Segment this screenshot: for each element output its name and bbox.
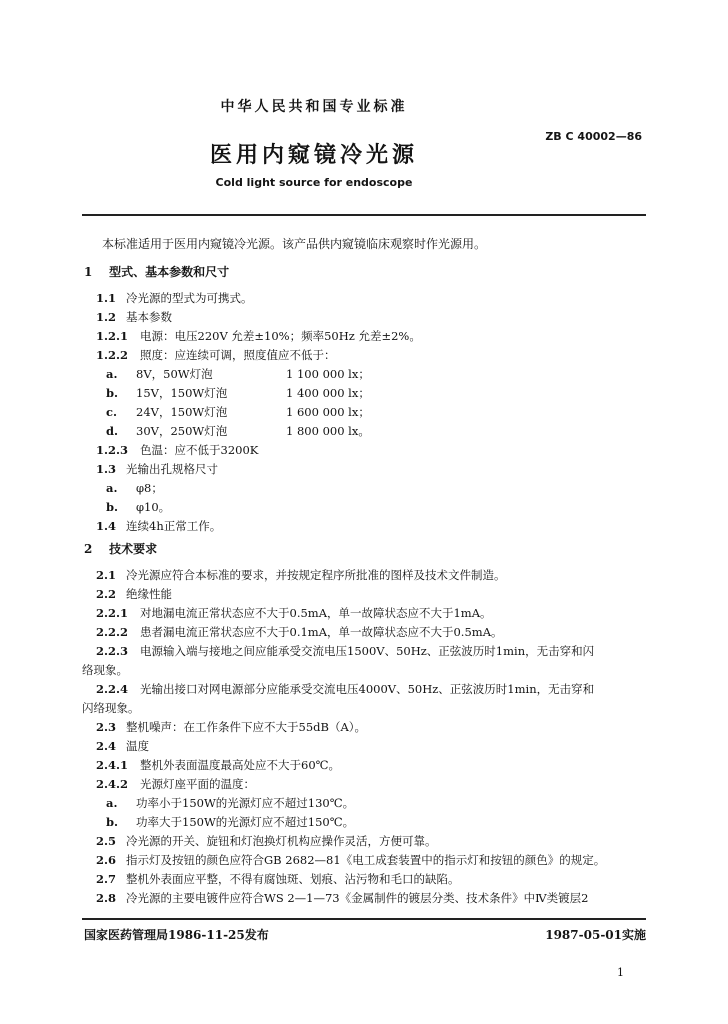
clause-1-2-3: [96, 442, 258, 458]
illuminance-value: 1 400 000 lx；: [286, 386, 370, 400]
clause-num: 2.2: [96, 587, 117, 601]
clause-text: 色温：应不低于3200K: [140, 443, 259, 457]
clause-1-2-2: [96, 347, 336, 363]
clause-num: 2.4.1: [96, 758, 129, 772]
clause-2-4: [96, 738, 149, 754]
clause-2-2-4: [96, 681, 594, 697]
clause-num: 2.2.3: [96, 644, 129, 658]
illuminance-row-a: a. 8V，50W灯泡 1 100 000 lx；: [106, 367, 370, 381]
clause-num: 1.2: [96, 310, 117, 324]
illuminance-row-b: b. 15V，150W灯泡 1 400 000 lx；: [106, 386, 370, 400]
clause-text: 电源输入端与接地之间应能承受交流电压1500V、50Hz、正弦波历时1min，无击穿和闪: [140, 644, 595, 658]
clause-2-2-3: [96, 643, 594, 659]
clause-num: 1.4: [96, 519, 117, 533]
clause-2-4-1: [96, 757, 340, 773]
section-1-num: 1: [84, 265, 93, 279]
illuminance-value: 1 100 000 lx；: [286, 367, 370, 381]
temp-a: a. 功率小于150W的光源灯应不超过130℃。: [106, 796, 355, 810]
clause-num: 2.5: [96, 834, 117, 848]
clause-2-2-3-cont: 络现象。: [82, 663, 128, 677]
section-2-title: 技术要求: [109, 542, 158, 556]
clause-1-2: [96, 309, 172, 325]
temp-b: b. 功率大于150W的光源灯应不超过150℃。: [106, 815, 355, 829]
section-2-num: 2: [84, 542, 93, 556]
clause-2-1: [96, 567, 506, 583]
section-1-heading: [84, 263, 229, 280]
clause-num: 2.1: [96, 568, 117, 582]
issued-by: 国家医药管理局1986-11-25发布: [84, 928, 269, 942]
clause-text: 患者漏电流正常状态应不大于0.1mA，单一故障状态应不大于0.5mA。: [140, 625, 503, 639]
clause-text: 冷光源的型式为可携式。: [126, 291, 253, 305]
clause-1-3: [96, 461, 218, 477]
clause-num: 1.2.3: [96, 443, 129, 457]
clause-text: 冷光源的主要电镀件应符合WS 2—1—73《金属制件的镀层分类、技术条件》中Ⅳ类镀层2: [126, 891, 589, 905]
clause-text: 照度：应连续可调，照度值应不低于：: [140, 348, 336, 362]
section-1-title: 型式、基本参数和尺寸: [109, 265, 230, 279]
clause-2-2-1: [96, 605, 492, 621]
illuminance-value: 1 600 000 lx；: [286, 405, 370, 419]
clause-text: 温度: [126, 739, 149, 753]
intro-paragraph: 本标准适用于医用内窥镜冷光源。该产品供内窥镜临床观察时作光源用。: [102, 237, 487, 251]
illuminance-row-d: d. 30V，250W灯泡 1 800 000 lx。: [106, 424, 370, 438]
clause-text: 光源灯座平面的温度：: [140, 777, 255, 791]
clause-num: 2.8: [96, 891, 117, 905]
clause-2-8: [96, 890, 588, 906]
clause-text: 整机外表面温度最高处应不大于60℃。: [140, 758, 340, 772]
page-number: 1: [617, 966, 624, 979]
clause-num: 1.2.1: [96, 329, 129, 343]
clause-text: 整机噪声：在工作条件下应不大于55dB（A）。: [126, 720, 366, 734]
footer-rule: [82, 918, 646, 920]
size-b: b. φ10。: [106, 500, 171, 514]
clause-num: 2.2.2: [96, 625, 129, 639]
standard-type: 中华人民共和国专业标准: [220, 99, 408, 115]
clause-text: 绝缘性能: [126, 587, 172, 601]
size-a: a. φ8；: [106, 481, 163, 495]
clause-text: 光输出接口对网电源部分应能承受交流电压4000V、50Hz、正弦波历时1min，无击穿和: [140, 682, 595, 696]
clause-num: 2.4: [96, 739, 117, 753]
clause-text: 基本参数: [126, 310, 172, 324]
clause-text: 整机外表面应平整，不得有腐蚀斑、划痕、沾污物和毛口的缺陷。: [126, 872, 460, 886]
illuminance-row-c: c. 24V，150W灯泡 1 600 000 lx；: [106, 405, 370, 419]
clause-num: 1.1: [96, 291, 117, 305]
standard-code: ZB C 40002—86: [545, 130, 642, 143]
clause-text: 冷光源应符合本标准的要求，并按规定程序所批准的图样及技术文件制造。: [126, 568, 506, 582]
clause-text: 对地漏电流正常状态应不大于0.5mA，单一故障状态应不大于1mA。: [140, 606, 492, 620]
clause-2-2: [96, 586, 172, 602]
clause-2-3: [96, 719, 366, 735]
effective-date: 1987-05-01实施: [545, 928, 646, 942]
clause-text: 冷光源的开关、旋钮和灯泡换灯机构应操作灵活，方便可靠。: [126, 834, 437, 848]
clause-2-2-2: [96, 624, 503, 640]
clause-num: 1.3: [96, 462, 117, 476]
clause-num: 2.2.4: [96, 682, 129, 696]
clause-2-7: [96, 871, 460, 887]
clause-num: 1.2.2: [96, 348, 129, 362]
clause-text: 光输出孔规格尺寸: [126, 462, 218, 476]
clause-text: 电源：电压220V 允差±10%；频率50Hz 允差±2%。: [140, 329, 421, 343]
clause-2-5: [96, 833, 437, 849]
clause-1-2-1: [96, 328, 421, 344]
header-rule: [82, 214, 646, 216]
clause-1-4: [96, 518, 221, 534]
clause-text: 指示灯及按钮的颜色应符合GB 2682—81《电工成套装置中的指示灯和按钮的颜色》的规定。: [126, 853, 606, 867]
clause-2-4-2: [96, 776, 255, 792]
document-title: 医用内窥镜冷光源: [209, 142, 418, 168]
document-subtitle: Cold light source for endoscope: [215, 176, 413, 189]
illuminance-value: 1 800 000 lx。: [286, 424, 370, 438]
clause-num: 2.3: [96, 720, 117, 734]
clause-num: 2.2.1: [96, 606, 129, 620]
clause-2-2-4-cont: 闪络现象。: [82, 701, 140, 715]
clause-num: 2.6: [96, 853, 117, 867]
clause-text: 连续4h正常工作。: [126, 519, 222, 533]
clause-1-1: [96, 290, 253, 306]
clause-num: 2.4.2: [96, 777, 129, 791]
clause-num: 2.7: [96, 872, 117, 886]
clause-2-6: [96, 852, 605, 868]
section-2-heading: [84, 540, 157, 557]
